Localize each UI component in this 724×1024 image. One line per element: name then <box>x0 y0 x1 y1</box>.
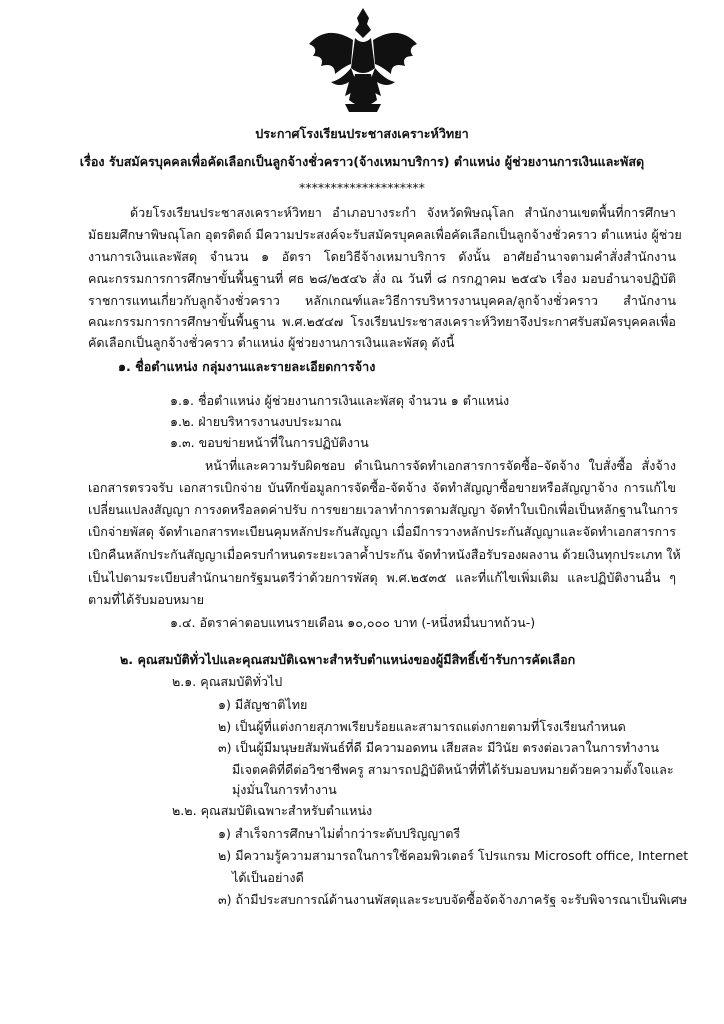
section1-item: ๑.๑. ชื่อตำแหน่ง ผู้ช่วยงานการเงินและพัสดุ จำนวน ๑ ตำแหน่ง <box>170 393 510 408</box>
qualification-item: ๑) สำเร็จการศึกษาไม่ต่ำกว่าระดับปริญญาตรี <box>218 826 461 841</box>
section2-heading: ๒. คุณสมบัติทั่วไปและคุณสมบัติเฉพาะสำหรับตำแหน่งของผู้มีสิทธิ์เข้ารับการคัดเลือก <box>120 652 576 667</box>
qualification-item: ได้เป็นอย่างดี <box>232 870 304 885</box>
duty-line: ตามที่ได้รับมอบหมาย <box>88 592 205 607</box>
announcement-subject: เรื่อง รับสมัครบุคคลเพื่อคัดเลือกเป็นลูกจ้างชั่วคราว(จ้างเหมาบริการ) ตำแหน่ง ผู้ช่วยงานการเงินและพัสดุ <box>79 154 645 169</box>
section1-item: ๑.๔. อัตราค่าตอบแทนรายเดือน ๑๐,๐๐๐ บาท (-หนึ่งหมื่นบาทถ้วน-) <box>170 615 536 630</box>
section1-heading: ๑. ชื่อตำแหน่ง กลุ่มงานและรายละเอียดการจ้าง <box>118 359 376 374</box>
intro-line: งานการเงินและพัสดุ จำนวน ๑ อัตรา โดยวิธีจ้างเหมาบริการ ดังนั้น อาศัยอำนาจตามคำสั่งสำนักงาน <box>88 249 676 264</box>
qualification-item: ๓) เป็นผู้มีมนุษยสัมพันธ์ที่ดี มีความอดทน เสียสละ มีวินัย ตรงต่อเวลาในการทำงาน <box>218 740 659 755</box>
general-qualifications-heading: ๒.๑. คุณสมบัติทั่วไป <box>172 674 283 689</box>
qualification-item: ๒) เป็นผู้ที่แต่งกายสุภาพเรียบร้อยและสามารถแต่งกายตามที่โรงเรียนกำหนด <box>218 719 626 734</box>
section1-item: ๑.๓. ขอบข่ายหน้าที่ในการปฏิบัติงาน <box>170 435 369 450</box>
qualification-item: มีเจตคติที่ดีต่อวิชาชีพครู สามารถปฏิบัติหน้าที่ที่ได้รับมอบหมายด้วยความตั้งใจและ <box>232 762 674 777</box>
duty-line: เป็นไปตามระเบียบสำนักนายกรัฐมนตรีว่าด้วยการพัสดุ พ.ศ.๒๕๓๕ และที่แก้ไขเพิ่มเติม และปฏิบัติงานอื่น ๆ <box>88 570 676 585</box>
duty-line: เบิกคืนหลักประกันสัญญาเมื่อครบกำหนดระยะเวลาค้ำประกัน จัดทำหนังสือรับรองผลงาน ด้วยเงินทุกประเภท ให้ <box>88 547 681 562</box>
intro-line: ราชการแทนเกี่ยวกับลูกจ้างชั่วคราว หลักเกณฑ์และวิธีการบริหารงานบุคคล/ลูกจ้างชั่วคราว สำนักงาน <box>88 293 676 308</box>
qualification-item: ๒) มีความรู้ความสามารถในการใช้คอมพิวเตอร์ โปรแกรม Microsoft office, Internet <box>218 848 689 863</box>
duty-line: เบิกจ่ายพัสดุ จัดทำเอกสารทะเบียนคุมหลักประกันสัญญา เมื่อมีการวางหลักประกันสัญญาและจัดทำเอกสารการ <box>88 524 676 539</box>
intro-line: คัดเลือกเป็นลูกจ้างชั่วคราว ตำแหน่ง ผู้ช่วยงานการเงินและพัสดุ ดังนี้ <box>88 335 455 350</box>
duty-line: เอกสารตรวจรับ เอกสารเบิกจ่าย บันทึกข้อมูลการจัดซื้อ-จัดจ้าง จัดทำสัญญาซื้อขายหรือสัญญาจ้าง การแก้ไข <box>88 480 676 495</box>
specific-qualifications-heading: ๒.๒. คุณสมบัติเฉพาะสำหรับตำแหน่ง <box>172 803 373 818</box>
separator-stars: ******************** <box>299 180 425 195</box>
qualification-item: ๑) มีสัญชาติไทย <box>218 697 308 712</box>
intro-line: คณะกรรมการการศึกษาขั้นพื้นฐานที่ ศธ ๒๘/๒๕๔๖ สั่ง ณ วันที่ ๘ กรกฎาคม ๒๕๔๖ เรื่อง มอบอำนาจปฏิบัติ <box>88 271 676 286</box>
section1-item: ๑.๒. ฝ่ายบริหารงานงบประมาณ <box>170 414 342 429</box>
intro-line: มัธยมศึกษาพิษณุโลก อุตรดิตถ์ มีความประสงค์จะรับสมัครบุคคลเพื่อคัดเลือกเป็นลูกจ้างชั่วคราว ตำแหน่ง ผู้ช่วย <box>88 227 682 242</box>
duty-line: หน้าที่และความรับผิดชอบ ดำเนินการจัดทำเอกสารการจัดซื้อ–จัดจ้าง ใบสั่งซื้อ สั่งจ้าง <box>205 458 676 473</box>
duty-line: เปลี่ยนแปลงสัญญา การงดหรือลดค่าปรับ การขยายเวลาทำการตามสัญญา จัดทำใบเบิกเพื่อเป็นหลักฐานในการ <box>88 502 679 517</box>
intro-line: ด้วยโรงเรียนประชาสงเคราะห์วิทยา อำเภอบางระกำ จังหวัดพิษณุโลก สำนักงานเขตพื้นที่การศึกษา <box>130 205 676 220</box>
qualification-item: มุ่งมั่นในการทำงาน <box>232 782 337 797</box>
announcement-title: ประกาศโรงเรียนประชาสงเคราะห์วิทยา <box>255 126 469 141</box>
intro-line: คณะกรรมการการศึกษาขั้นพื้นฐาน พ.ศ.๒๕๔๗ โรงเรียนประชาสงเคราะห์วิทยาจึงประกาศรับสมัครบุคคลเพื่อ <box>88 314 676 329</box>
garuda-emblem <box>305 4 421 116</box>
qualification-item: ๓) ถ้ามีประสบการณ์ด้านงานพัสดุและระบบจัดซื้อจัดจ้างภาครัฐ จะรับพิจารณาเป็นพิเศษ <box>218 892 688 907</box>
